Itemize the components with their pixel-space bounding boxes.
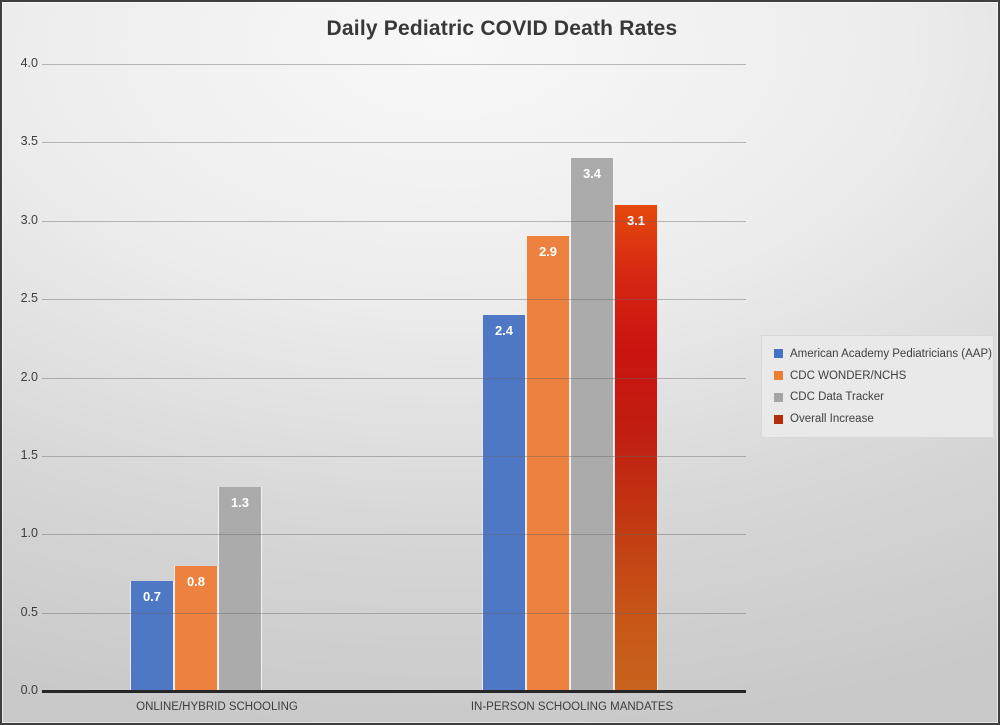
gridline <box>42 378 746 379</box>
y-axis-tick-label: 4.0 <box>20 56 38 70</box>
gridline <box>42 613 746 614</box>
bar-cdc-wonder-nchs-1 <box>526 236 570 691</box>
y-axis-tick-label: 3.5 <box>20 134 38 149</box>
y-axis-tick-label: 3.0 <box>20 212 38 227</box>
bar-value-label: 0.7 <box>142 589 162 605</box>
gridline <box>42 456 746 457</box>
bar-value-label: 2.9 <box>538 244 558 260</box>
legend-swatch-icon <box>774 349 783 358</box>
y-axis-tick-label: 0.0 <box>20 683 38 697</box>
bar-overall-increase-1 <box>614 205 658 691</box>
y-axis-tick-label: 0.5 <box>20 604 38 619</box>
legend-item <box>774 391 985 403</box>
legend-swatch-icon <box>774 393 783 402</box>
gridline <box>42 64 746 65</box>
legend-label: Overall Increase <box>790 413 874 426</box>
gridline <box>42 221 746 222</box>
y-axis-tick-label: 1.5 <box>20 447 38 462</box>
x-category-label: ONLINE/HYBRID SCHOOLING <box>136 701 298 713</box>
bar-value-label: 2.4 <box>494 322 514 338</box>
legend-swatch-icon <box>774 415 783 424</box>
bar-american-academy-pediatricians-aap-0 <box>130 581 174 691</box>
legend <box>761 335 994 438</box>
legend-item <box>774 370 985 382</box>
x-category-label: IN-PERSON SCHOOLING MANDATES <box>470 701 674 713</box>
legend-label: CDC Data Tracker <box>790 391 884 404</box>
gridline <box>42 534 746 535</box>
y-axis-tick-label: 2.0 <box>20 369 38 384</box>
bar-value-label: 1.3 <box>230 495 250 511</box>
bar-cdc-wonder-nchs-0 <box>174 566 218 691</box>
y-axis-tick-label: 1.0 <box>20 526 38 541</box>
legend-label: CDC WONDER/NCHS <box>790 369 907 382</box>
bar-cdc-data-tracker-1 <box>570 158 614 691</box>
bar-american-academy-pediatricians-aap-1 <box>482 315 526 691</box>
chart-title: Daily Pediatric COVID Death Rates <box>326 17 678 40</box>
legend-swatch-icon <box>774 371 783 380</box>
legend-item <box>774 347 992 360</box>
y-axis-tick-label: 2.5 <box>20 291 38 306</box>
x-axis-line <box>42 690 746 693</box>
bar-value-label: 3.1 <box>626 213 646 229</box>
legend-label: American Academy Pediatricians (AAP) <box>790 347 992 360</box>
gridline <box>42 299 746 300</box>
gridline <box>42 142 746 143</box>
bar-cdc-data-tracker-0 <box>218 487 262 691</box>
bar-value-label: 0.8 <box>186 573 206 589</box>
legend-item <box>774 413 985 425</box>
bar-value-label: 3.4 <box>582 166 602 182</box>
